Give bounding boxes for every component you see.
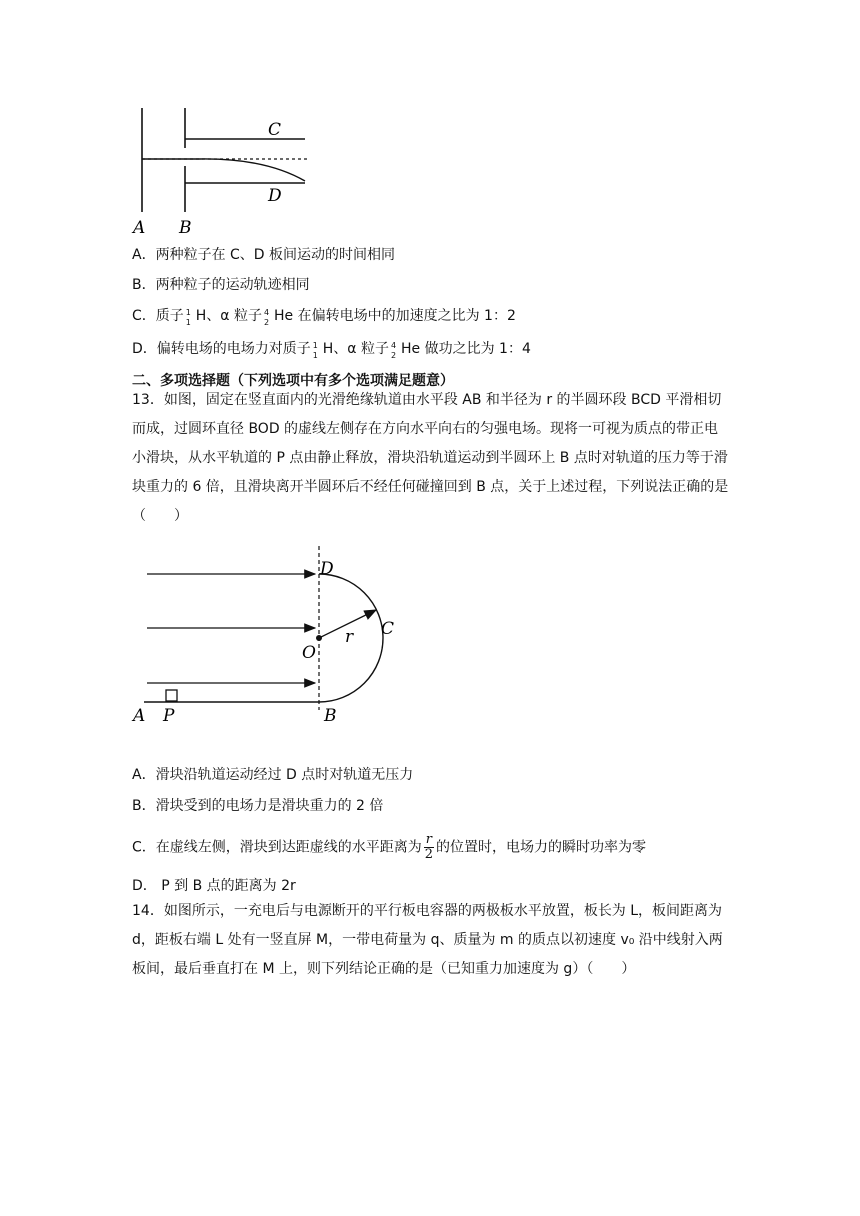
q12-option-b: B．两种粒子的运动轨迹相同 — [132, 277, 310, 293]
label-a-point: A — [133, 706, 146, 726]
nuclide-alpha-symbol: He — [274, 308, 294, 324]
label-b-point: B — [324, 706, 337, 726]
q13-option-a: A．滑块沿轨道运动经过 D 点时对轨道无压力 — [132, 767, 414, 783]
nuclide-alpha-symbol-d: He — [401, 341, 421, 357]
q13-option-d: D． P 到 B 点的距离为 2r — [132, 878, 296, 894]
q12-c-prefix: C．质子 — [132, 308, 184, 324]
label-c-point: C — [381, 619, 395, 639]
q12-c-mid: 、α 粒子 — [206, 308, 262, 324]
nuclide-proton-d: 1 1 — [312, 341, 318, 360]
label-a: A — [133, 218, 146, 238]
nuclide-proton-symbol: H — [195, 308, 207, 324]
label-d: D — [268, 186, 282, 206]
q12-c-suffix: 在偏转电场中的加速度之比为 1：2 — [297, 308, 516, 324]
q13-option-b: B．滑块受到的电场力是滑块重力的 2 倍 — [132, 798, 384, 814]
particle-trajectory — [142, 159, 305, 181]
q14-stem: 14．如图所示，一充电后与电源断开的平行板电容器的两极板水平放置，板长为 L，板间距离为 d，距板右端 L 处有一竖直屏 M，一带电荷量为 q、质量为 m 的质点以初速度 v₀ 沿中线射入两板间，最后垂直打在 M 上，则下列结论正确的是（已知重力加速度为 g）（ ） — [132, 903, 723, 977]
fraction-r-over-2: $\frac{r}{2}$ — [424, 832, 434, 862]
q12-d-mid: 、α 粒子 — [333, 341, 389, 357]
nuclide-proton-symbol-d: H — [322, 341, 334, 357]
figure-deflection-plates — [130, 100, 320, 240]
q13-option-c — [132, 833, 646, 862]
q13-c-prefix: C．在虚线左侧，滑块到达距虚线的水平距离为 — [132, 839, 422, 856]
q12-d-prefix: D．偏转电场的电场力对质子 — [132, 341, 311, 357]
center-point-o — [316, 635, 322, 641]
nuclide-proton: 1 1 — [185, 308, 191, 327]
label-b: B — [179, 218, 192, 238]
label-r: r — [345, 627, 354, 647]
nuclide-alpha-d: 4 2 — [391, 341, 397, 360]
label-o-point: O — [302, 643, 316, 663]
q13-stem: 13．如图，固定在竖直面内的光滑绝缘轨道由水平段 AB 和半径为 r 的半圆环段 BCD 平滑相切而成，过圆环直径 BOD 的虚线左侧存在方向水平向右的匀强电场。现将一可视为质点的带正电小滑块，从水平轨道的 P 点由静止释放，滑块沿轨道运动到半圆环上 B 点时对轨道的压力等于滑块重力的 6 倍，且滑块离开半圆环后不经任何碰撞回到 B 点，关于上述过程，下列说法正确的是（ ） — [132, 392, 729, 524]
q12-option-c — [132, 306, 516, 326]
q12-option-a: A．两种粒子在 C、D 板间运动的时间相同 — [132, 247, 396, 263]
label-d-point: D — [320, 559, 334, 579]
q12-option-d — [132, 339, 531, 359]
nuclide-alpha: 4 2 — [264, 308, 270, 327]
slider-block — [166, 690, 177, 701]
q12-d-suffix: 做功之比为 1：4 — [424, 341, 531, 357]
label-p-point: P — [163, 706, 175, 726]
figure-semicircle-track — [130, 540, 410, 730]
label-c: C — [268, 120, 282, 140]
section-heading-multiple-choice: 二、多项选择题（下列选项中有多个选项满足题意） — [132, 373, 454, 389]
q13-c-suffix: 的位置时，电场力的瞬时功率为零 — [436, 839, 646, 856]
